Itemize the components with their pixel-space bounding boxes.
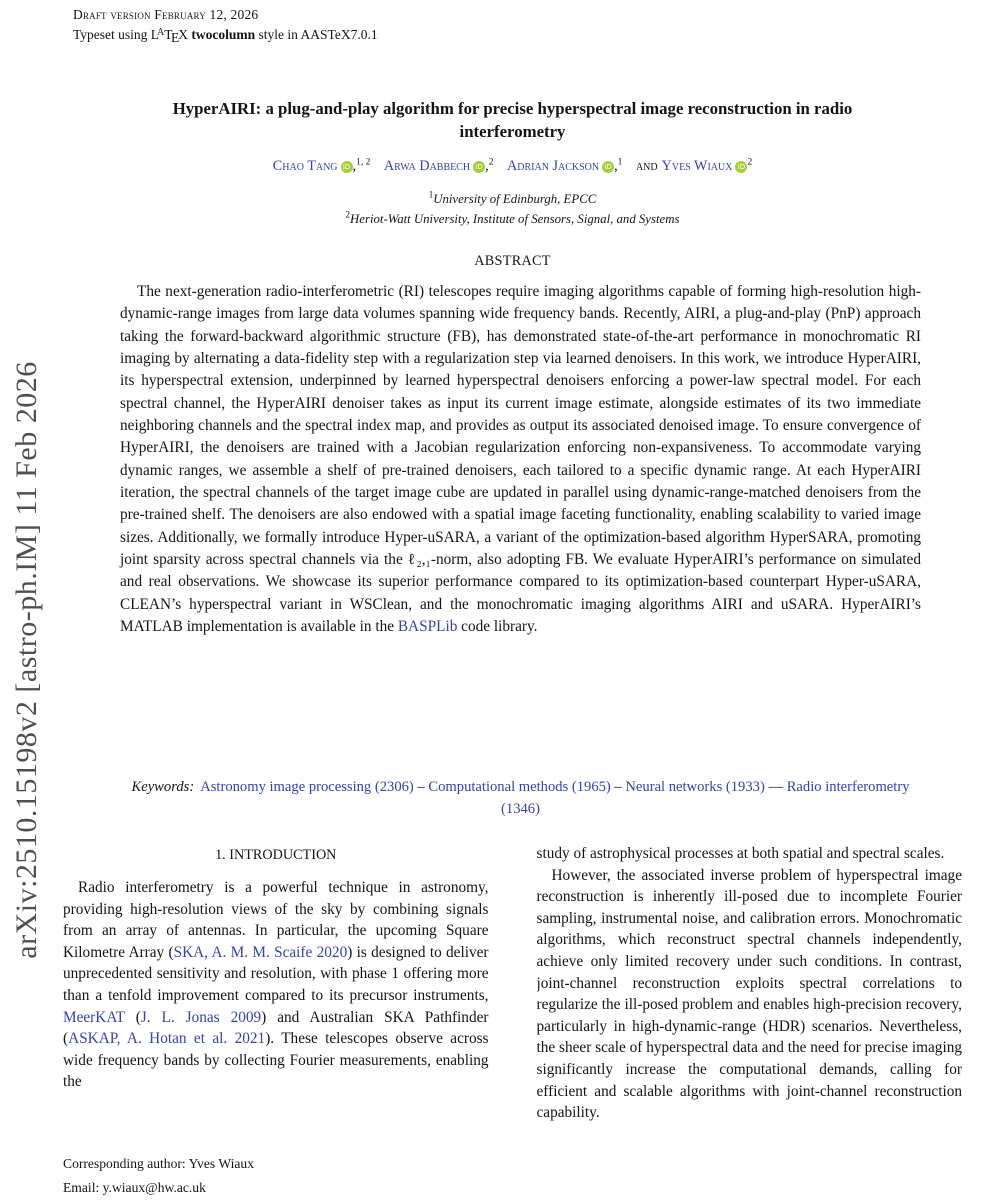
affiliation-list (63, 189, 962, 229)
author-name-link[interactable]: Yves Wiaux (661, 158, 733, 174)
paper-title: HyperAIRI: a plug-and-play algorithm for precise hyperspectral image reconstruction in radio interferometry (172, 99, 853, 141)
page-header (73, 6, 378, 47)
citation-link-meerkat[interactable]: MeerKAT (63, 1008, 125, 1026)
affiliation-marker: 1, 2 (356, 157, 371, 168)
orcid-icon[interactable]: iD (473, 161, 485, 173)
author: Adrian Jackson iD ,$^1$ (507, 157, 623, 174)
keyword-link[interactable]: Astronomy image processing (2306) (200, 779, 414, 795)
intro-paragraph-2: However, the associated inverse problem of hyperspectral image reconstruction is inherently ill-posed due to incomplete Fourier sampling, instrumental noise, and calibration errors. Monochromatic algorithms, which reconstruct spectral channels independently, achieve only limited recovery under such conditions. In contrast, joint-channel reconstruction exploits spectral correlations to regularize the ill-posed problem and enables high-precision recovery, particularly in high-dynamic-range (HDR) scenarios. Nevertheless, the sheer scale of hyperspectral data and the need for precise imaging significantly increase the computational demands, calling for efficient and scalable algorithms with joint-channel reconstruction capability. (536, 866, 962, 1122)
abstract-heading: ABSTRACT (474, 253, 551, 269)
affiliation-marker: 1 (617, 157, 623, 168)
draft-version-line: Draft version February 12, 2026 (73, 7, 259, 22)
citation-link-askap[interactable]: ASKAP, A. Hotan et al. 2021 (68, 1030, 266, 1048)
author-name-link[interactable]: Adrian Jackson (507, 158, 600, 174)
abstract-body: The next-generation radio-interferometric (RI) telescopes require imaging algorithms capable of forming high-resolution high-dynamic-range images from large data volumes spanning wide frequency bands. Recently, AIRI, a plug-and-play (PnP) approach taking the forward-backward algorithmic structure (FB), has demonstrated state-of-the-art performance in monochromatic RI imaging by alternating a data-fidelity step with a regularization step via learned denoisers. In this work, we introduce HyperAIRI, its hyperspectral extension, underpinned by learned hyperspectral denoisers enforcing a power-law spectral model. For each spectral channel, the HyperAIRI denoiser takes as input its current image estimate, alongside estimates of its two immediate neighboring channels and the spectral index map, and provides as output its associated denoised image. To ensure convergence of HyperAIRI, the denoisers are trained with a Jacobian regularization enforcing non-expansiveness. To accommodate varying dynamic ranges, we assemble a shelf of pre-trained denoisers, each tailored to a specific dynamic range. At each HyperAIRI iteration, the spectral channels of the target image cube are updated in parallel using dynamic-range-matched denoisers from the pre-trained shelf. The denoisers are also endowed with a spatial image faceting functionality, enabling scalability to varied image sizes. Additionally, we formally introduce Hyper-uSARA, a variant of the optimization-based algorithm HyperSARA, promoting joint sparsity across spectral channels via the ℓ₂,₁-norm, also adopting FB. We evaluate HyperAIRI’s performance on simulated and real observations. We showcase its superior performance compared to its optimization-based counterpart Hyper-uSARA, CLEAN’s hyperspectral variant in WSClean, and the monochromatic imaging algorithms AIRI and uSARA. HyperAIRI’s MATLAB implementation is available in the BASPLib code library. (120, 283, 921, 636)
keywords-block: Keywords: Astronomy image processing (2306) – Computational methods (1965) – Neural networks (1933) — Radio interferometry (1346) (131, 779, 910, 817)
citation-link-ska[interactable]: SKA, A. M. M. Scaife 2020 (173, 943, 348, 961)
affiliation-marker: 2 (488, 157, 494, 168)
email-link[interactable]: y.wiaux@hw.ac.uk (102, 1180, 206, 1195)
arxiv-identifier: arXiv:2510.15198v2 [astro-ph.IM] 11 Feb 2026 (10, 361, 43, 959)
intro-paragraph-continuation: study of astrophysical processes at both spatial and spectral scales. (536, 845, 945, 862)
corresponding-author-footnote (63, 1152, 497, 1200)
author: Chao Tang iD ,$^{1, 2}$ (272, 157, 371, 174)
author (636, 158, 752, 174)
and-label: and (635, 158, 658, 174)
author: Arwa Dabbech iD ,$^2$ (383, 157, 494, 174)
author-line (63, 158, 962, 175)
affiliation-marker: 2 (747, 157, 753, 168)
orcid-icon[interactable]: iD (341, 161, 353, 173)
latex-logo: $L^ATEX$ (150, 27, 189, 45)
basplib-link[interactable]: BASPLib (397, 618, 458, 636)
right-column (537, 843, 963, 1200)
left-column (63, 843, 489, 1133)
orcid-icon[interactable]: iD (602, 161, 614, 173)
affiliation: $^1$University of Edinburgh, EPCC (428, 189, 597, 206)
typeset-line: Typeset using $L^ATEX$ twocolumn style in AASTeX7.0.1 (73, 27, 378, 45)
citation-link-jonas[interactable]: J. L. Jonas 2009 (140, 1008, 262, 1026)
keyword-link[interactable]: Computational methods (1965) (428, 779, 611, 795)
intro-paragraph-1: Radio interferometry is a powerful technique in astronomy, providing high-resolution views of the sky by combining signals from an array of antennas. In particular, the upcoming Square Kilometre Array (SKA, A. M. M. Scaife 2020) is designed to deliver unprecedented sensitivity and resolution, with phase 1 offering more than a tenfold improvement compared to its precursor instruments, MeerKAT (J. L. Jonas 2009) and Australian SKA Pathfinder (ASKAP, A. Hotan et al. 2021). These telescopes observe across wide frequency bands by collecting Fourier measurements, enabling the (63, 879, 489, 1091)
orcid-icon[interactable]: iD (735, 161, 747, 173)
email-line: Email: y.wiaux@hw.ac.uk (63, 1180, 206, 1195)
title-block (63, 97, 962, 229)
author-name-link[interactable]: Arwa Dabbech (383, 158, 471, 174)
section-heading-introduction: 1. INTRODUCTION (215, 847, 337, 863)
affiliation: $^2$Heriot-Watt University, Institute of Sensors, Signal, and Systems (345, 209, 680, 226)
author-name-link[interactable]: Chao Tang (272, 158, 338, 174)
keyword-link[interactable]: Neural networks (1933) (625, 779, 765, 795)
two-column-body (63, 843, 962, 1200)
keywords-label: Keywords: (131, 779, 195, 795)
twocolumn-style: twocolumn (191, 27, 256, 42)
keyword-link[interactable]: Radio interferometry (1346) (501, 779, 910, 817)
corresponding-author-line: Corresponding author: Yves Wiaux (63, 1156, 255, 1171)
